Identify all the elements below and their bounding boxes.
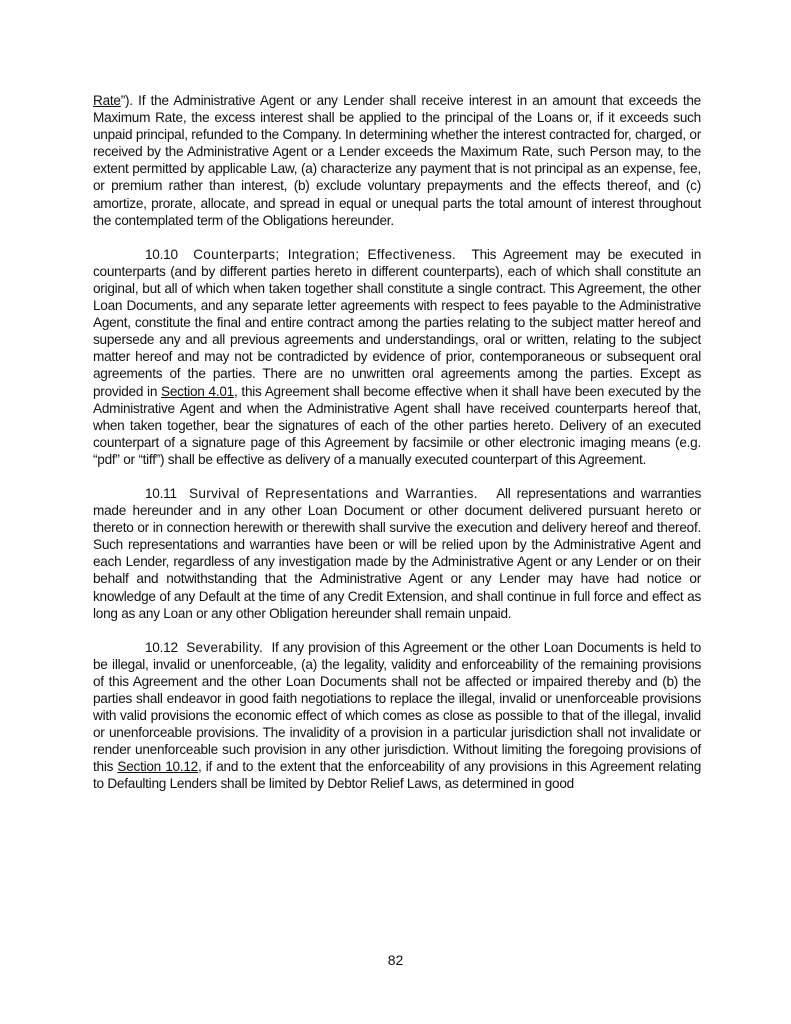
maximum-rate-link[interactable]: Rate: [93, 93, 121, 108]
section-heading: Counterparts; Integration; Effectiveness.: [193, 246, 457, 262]
section-number: 10.11: [145, 485, 177, 501]
paragraph-text-continued: , this Agreement shall become effective when it shall have been executed by the Administrative Agent and when the Administrative Agent shall have received counterparts hereof that, when taken together, bear the signatures of each of the other parties hereto. Delivery of an executed counterpart of a signature page of this Agreement by facsimile or other electronic imaging means (e.g. “pdf” or “tiff”) shall be effective as delivery of a manually executed counterpart of this Agreement.: [93, 383, 701, 467]
section-number: 10.12: [145, 639, 178, 655]
section-heading: Severability.: [186, 639, 264, 655]
section-number: 10.10: [145, 246, 178, 262]
paragraph-interest-rate-limitation: [93, 92, 701, 229]
paragraph-text: This Agreement may be executed in counterparts (and by different parties hereto in different counterparts), each of which shall constitute an original, but all of which when taken together shall constitute a single contract. This Agreement, the other Loan Documents, and any separate letter agreements with respect to fees payable to the Administrative Agent, constitute the final and entire contract among the parties relating to the subject matter hereof and supersede any and all previous agreements and understandings, oral or written, relating to the subject matter hereof and may not be contradicted by evidence of prior, contemporaneous or subsequent oral agreements of the parties. There are no unwritten oral agreements among the parties. Except as provided in: [93, 246, 702, 399]
paragraph-text: ”). If the Administrative Agent or any Lender shall receive interest in an amount that exceeds the Maximum Rate, the excess interest shall be applied to the principal of the Loans or, if it exceeds such unpaid principal, refunded to the Company. In determining whether the interest contracted for, charged, or received by the Administrative Agent or a Lender exceeds the Maximum Rate, such Person may, to the extent permitted by applicable Law, (a) characterize any payment that is not principal as an expense, fee, or premium rather than interest, (b) exclude voluntary prepayments and the effects thereof, and (c) amortize, prorate, allocate, and spread in equal or unequal parts the total amount of interest throughout the contemplated term of the Obligations hereunder.: [93, 93, 701, 228]
page-number: 82: [387, 952, 404, 968]
document-page: [93, 92, 701, 810]
section-10-11-survival: [93, 485, 701, 622]
paragraph-text: All representations and warranties made hereunder and in any other Loan Document or other document delivered pursuant hereto or thereto or in connection herewith or therewith shall survive the execution and delivery hereof and thereof. Such representations and warranties have been or will be relied upon by the Administrative Agent and each Lender, regardless of any investigation made by the Administrative Agent or any Lender or on their behalf and notwithstanding that the Administrative Agent or any Lender may have had notice or knowledge of any Default at the time of any Credit Extension, and shall continue in full force and effect as long as any Loan or any other Obligation hereunder shall remain unpaid.: [93, 485, 702, 621]
section-heading: Survival of Representations and Warranties.: [189, 485, 478, 501]
section-10-12-severability: [93, 639, 701, 793]
section-4-01-link[interactable]: Section 4.01: [161, 383, 234, 399]
paragraph-text-continued: , if and to the extent that the enforceability of any provisions in this Agreement relating to Defaulting Lenders shall be limited by Debtor Relief Laws, as determined in good: [93, 759, 702, 792]
section-10-12-link[interactable]: Section 10.12: [117, 759, 198, 775]
paragraph-text: If any provision of this Agreement or the other Loan Documents is held to be illegal, invalid or unenforceable, (a) the legality, validity and enforceability of the remaining provisions of this Agreement and the other Loan Documents shall not be affected or impaired thereby and (b) the parties shall endeavor in good faith negotiations to replace the illegal, invalid or unenforceable provisions with valid provisions the economic effect of which comes as close as possible to that of the illegal, invalid or unenforceable provisions. The invalidity of a provision in a particular jurisdiction shall not invalidate or render unenforceable such provision in any other jurisdiction. Without limiting the foregoing provisions of this: [93, 639, 702, 775]
section-10-10-counterparts: [93, 246, 701, 468]
